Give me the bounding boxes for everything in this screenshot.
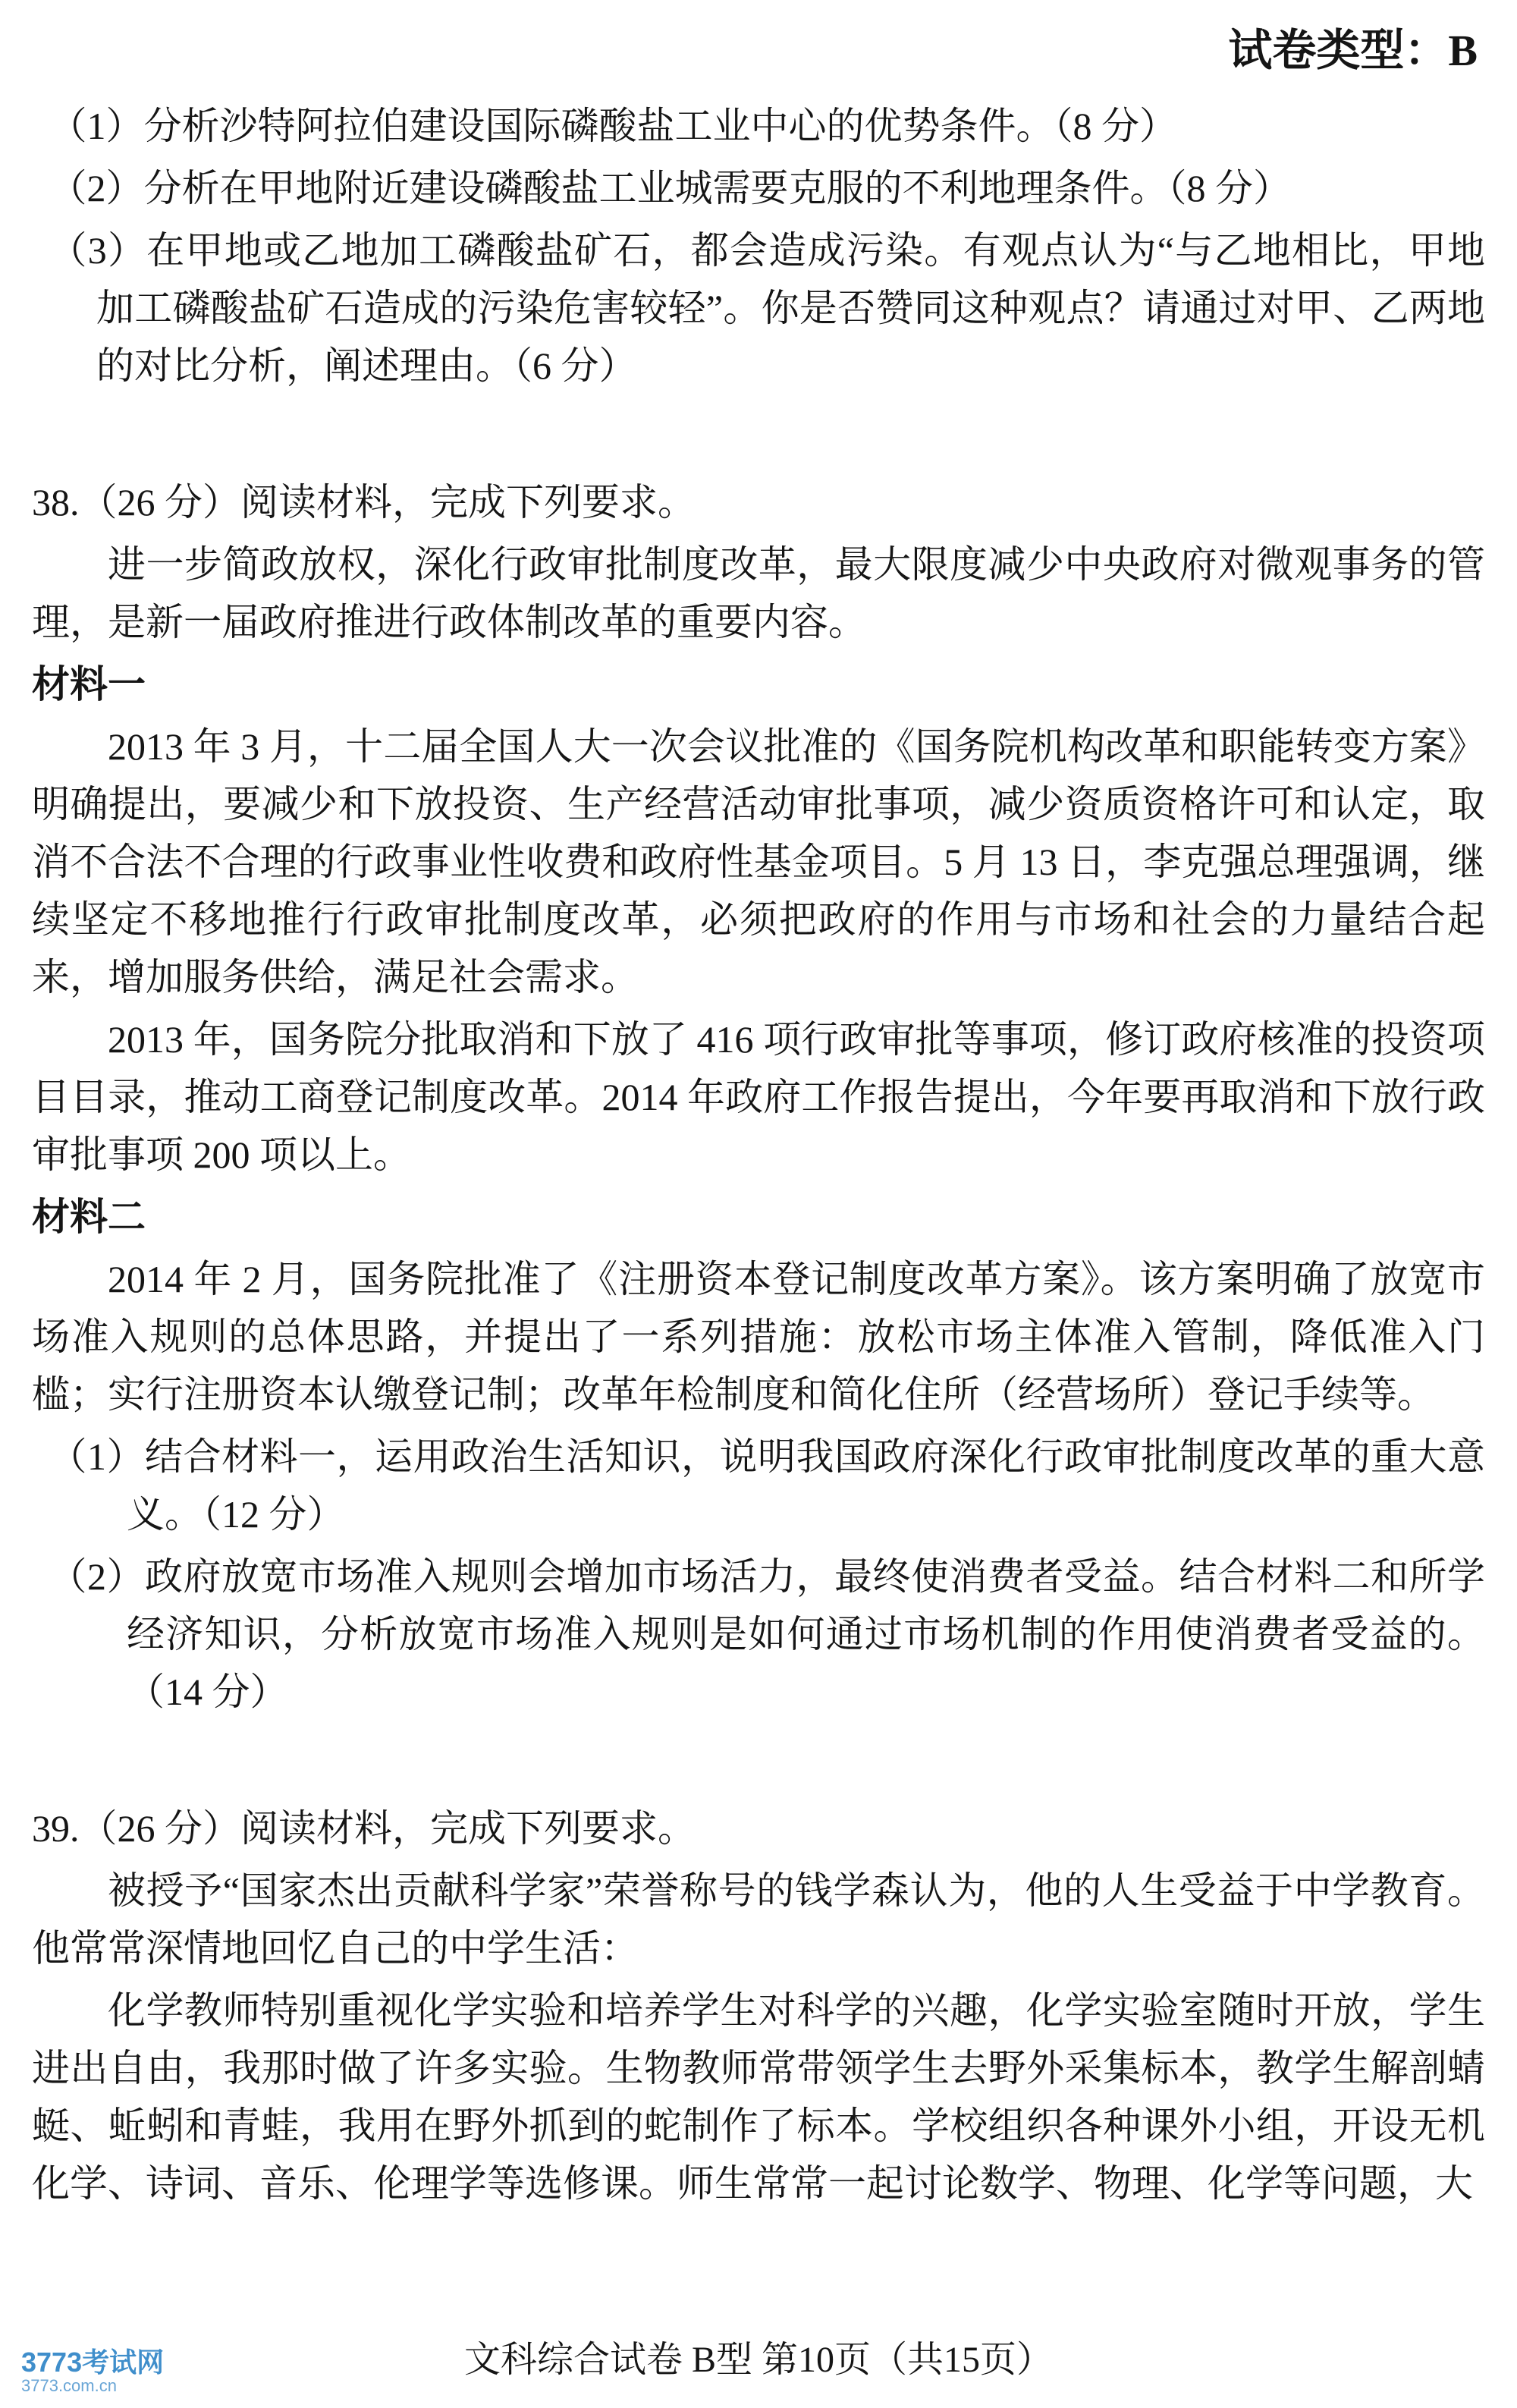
question-38-heading: 38.（26 分）阅读材料，完成下列要求。 [32,480,696,523]
paper-type-label: 试卷类型：B [1228,26,1478,75]
question-38-material-1-paragraph-1: 2013 年 3 月，十二届全国人大一次会议批准的《国务院机构改革和职能转变方案》明确提出，要减少和下放投资、生产经营活动审批事项，减少资质资格许可和认定，取消不合法不合理的行政事业性收费和政府性基金项目。5 月 13 日，李克强总理强调，继续坚定不移地推行行政审批制度改革，必须把政府的作用与市场和社会的力量结合起来，增加服务供给，满足社会需求。 [32,725,1485,998]
question-38-item-1: （1）结合材料一，运用政治生活知识，说明我国政府深化行政审批制度改革的重大意义。（12 分） [49,1435,1485,1536]
question-39-paragraph-1: 被授予“国家杰出贡献科学家”荣誉称号的钱学森认为，他的人生受益于中学教育。他常常深情地回忆自己的中学生活： [32,1869,1485,1969]
question-38 [32,473,1485,1721]
question-38-item-2: （2）政府放宽市场准入规则会增加市场活力，最终使消费者受益。结合材料二和所学经济知识，分析放宽市场准入规则是如何通过市场机制的作用使消费者受益的。（14 分） [49,1555,1485,1713]
question-38-material-2-paragraph-1: 2014 年 2 月，国务院批准了《注册资本登记制度改革方案》。该方案明确了放宽市场准入规则的总体思路，并提出了一系列措施：放松市场主体准入管制，降低准入门槛；实行注册资本认缴登记制；改革年检制度和简化住所（经营场所）登记手续等。 [32,1257,1485,1416]
question-37-item-1: （1）分析沙特阿拉伯建设国际磷酸盐工业中心的优势条件。（8 分） [49,104,1177,147]
watermark-site-name: 3773考试网 [21,2347,165,2378]
question-38-material-1-paragraph-2: 2013 年，国务院分批取消和下放了 416 项行政审批等事项，修订政府核准的投资项目目录，推动工商登记制度改革。2014 年政府工作报告提出，今年要再取消和下放行政审批事项 200 项以上。 [32,1017,1485,1176]
exam-content [32,97,1485,2212]
question-37-item-3: （3）在甲地或乙地加工磷酸盐矿石，都会造成污染。有观点认为“与乙地相比，甲地加工磷酸盐矿石造成的污染危害较轻”。你是否赞同这种观点？请通过对甲、乙两地的对比分析，阐述理由。（6 分） [49,228,1485,387]
question-37-item-2: （2）分析在甲地附近建设磷酸盐工业城需要克服的不利地理条件。（8 分） [49,166,1291,209]
question-38-material-2-label: 材料二 [32,1195,146,1238]
question-39 [32,1800,1485,2212]
page-footer: 文科综合试卷 B型 第10页（共15页） [463,2340,1054,2381]
watermark-site-url: 3773.com.cn [21,2375,117,2395]
question-39-paragraph-2: 化学教师特别重视化学实验和培养学生对科学的兴趣，化学实验室随时开放，学生进出自由，我那时做了许多实验。生物教师常带领学生去野外采集标本，教学生解剖蜻蜓、蚯蚓和青蛙，我用在野外抓到的蛇制作了标本。学校组织各种课外小组，开设无机化学、诗词、音乐、伦理学等选修课。师生常常一起讨论数学、物理、化学等问题，大 [32,1988,1485,2205]
question-38-intro: 进一步简政放权，深化行政审批制度改革，最大限度减少中央政府对微观事务的管理，是新一届政府推进行政体制改革的重要内容。 [32,542,1485,643]
question-38-material-1-label: 材料一 [32,662,146,706]
question-37-items [32,97,1485,395]
watermark [21,2348,164,2394]
question-39-heading: 39.（26 分）阅读材料，完成下列要求。 [32,1806,696,1850]
